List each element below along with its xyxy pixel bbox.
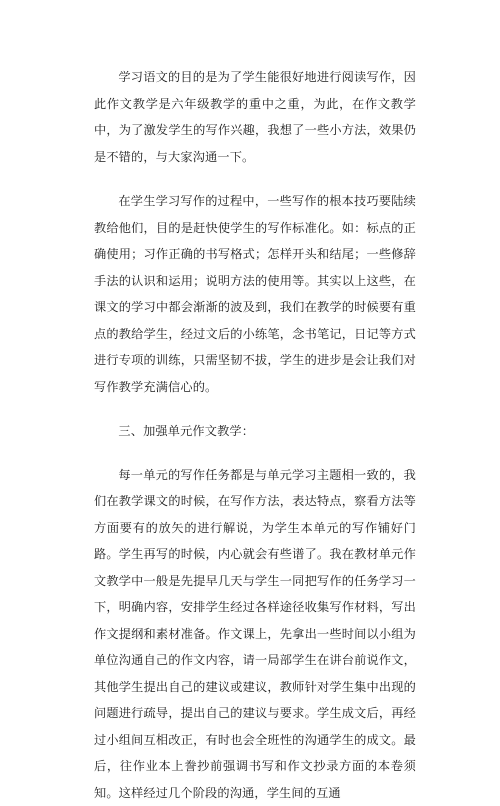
paragraph-unit-teaching: 每一单元的写作任务都是与单元学习主题相一致的，我们在教学课文的时候，在写作方法，表达特点，察看方法等方面要有的放矢的进行解说，为学生本单元的写作铺好门路。学生再写的时候，内心就会有些谱了。我在教材单元作文教学中一般是先提早几天与学生一同把写作的任务学习一下，明确内容，安排学生经过各样途径收集写作材料，写出作文提纲和素材准备。作文课上，先拿出一些时间以小组为单位沟通自己的作文内容，请一局部学生在讲台前说作文，其他学生提出自己的建议或建议，教师针对学生集中出现的问题进行疏导，提出自己的建议与要求。学生成文后，再经过小组间互相改正，有时也会全班性的沟通学生的成文。最后，往作业本上誊抄前强调书写和作文抄录方面的本卷须知。这样经过几个阶段的沟通，学生间的互通	[94, 462, 416, 806]
paragraph-intro: 学习语文的目的是为了学生能很好地进行阅读写作，因此作文教学是六年级教学的重中之重，为此，在作文教学中，为了激发学生的写作兴趣，我想了一些小方法，效果仍是不错的，与大家沟通一下。	[94, 64, 416, 170]
section-heading: 三、加强单元作文教学：	[94, 418, 416, 445]
paragraph-writing-skills: 在学生学习写作的过程中，一些写作的根本技巧要陆续教给他们，目的是赶快使学生的写作标准化。如：标点的正确使用；习作正确的书写格式；怎样开头和结尾；一些修辞手法的认识和运用；说明方法的使用等。其实以上这些，在课文的学习中都会渐渐的波及到，我们在教学的时候要有重点的教给学生，经过文后的小练笔，念书笔记，日记等方式进行专项的训练，只需坚韧不拔，学生的进步是会让我们对写作教学充满信心的。	[94, 188, 416, 400]
document-body	[94, 64, 416, 806]
